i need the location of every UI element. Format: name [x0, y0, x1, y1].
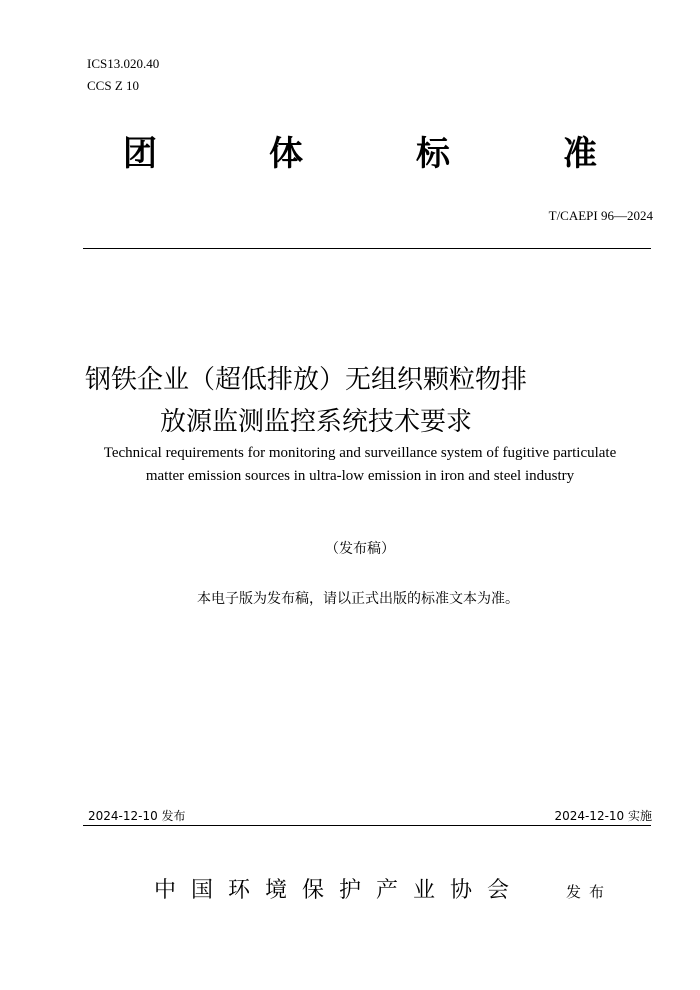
issuing-organization: 中国环境保护产业协会 [154, 878, 525, 903]
draft-label: （发布稿） [325, 541, 395, 557]
ccs-code: CCS Z 10 [87, 78, 140, 93]
document-type-title [85, 132, 650, 182]
chinese-title-line-1: 钢铁企业（超低排放）无组织颗粒物排 [85, 365, 528, 395]
header-divider [83, 248, 651, 249]
issuing-action: 发布 [566, 883, 613, 901]
publish-date: 2024-12-10 发布 [88, 809, 186, 823]
document-type-char: 体 [269, 134, 303, 174]
document-type-char: 标 [416, 134, 450, 174]
implementation-date: 2024-12-10 实施 [554, 809, 652, 823]
ics-code: ICS13.020.40 [87, 56, 160, 71]
english-title-line-1: Technical requirements for monitoring and surveillance system of fugitive particulate [103, 445, 617, 461]
version-notice: 本电子版为发布稿，请以正式出版的标准文本为准。 [197, 591, 519, 607]
chinese-title-line-2: 放源监测监控系统技术要求 [160, 407, 473, 437]
standard-number: T/CAEPI 96—2024 [548, 208, 653, 223]
document-type-char: 准 [563, 134, 597, 174]
english-title-line-2: matter emission sources in ultra-low emission in iron and steel industry [145, 468, 575, 484]
footer-divider [83, 825, 651, 826]
document-type-char: 团 [123, 134, 157, 174]
